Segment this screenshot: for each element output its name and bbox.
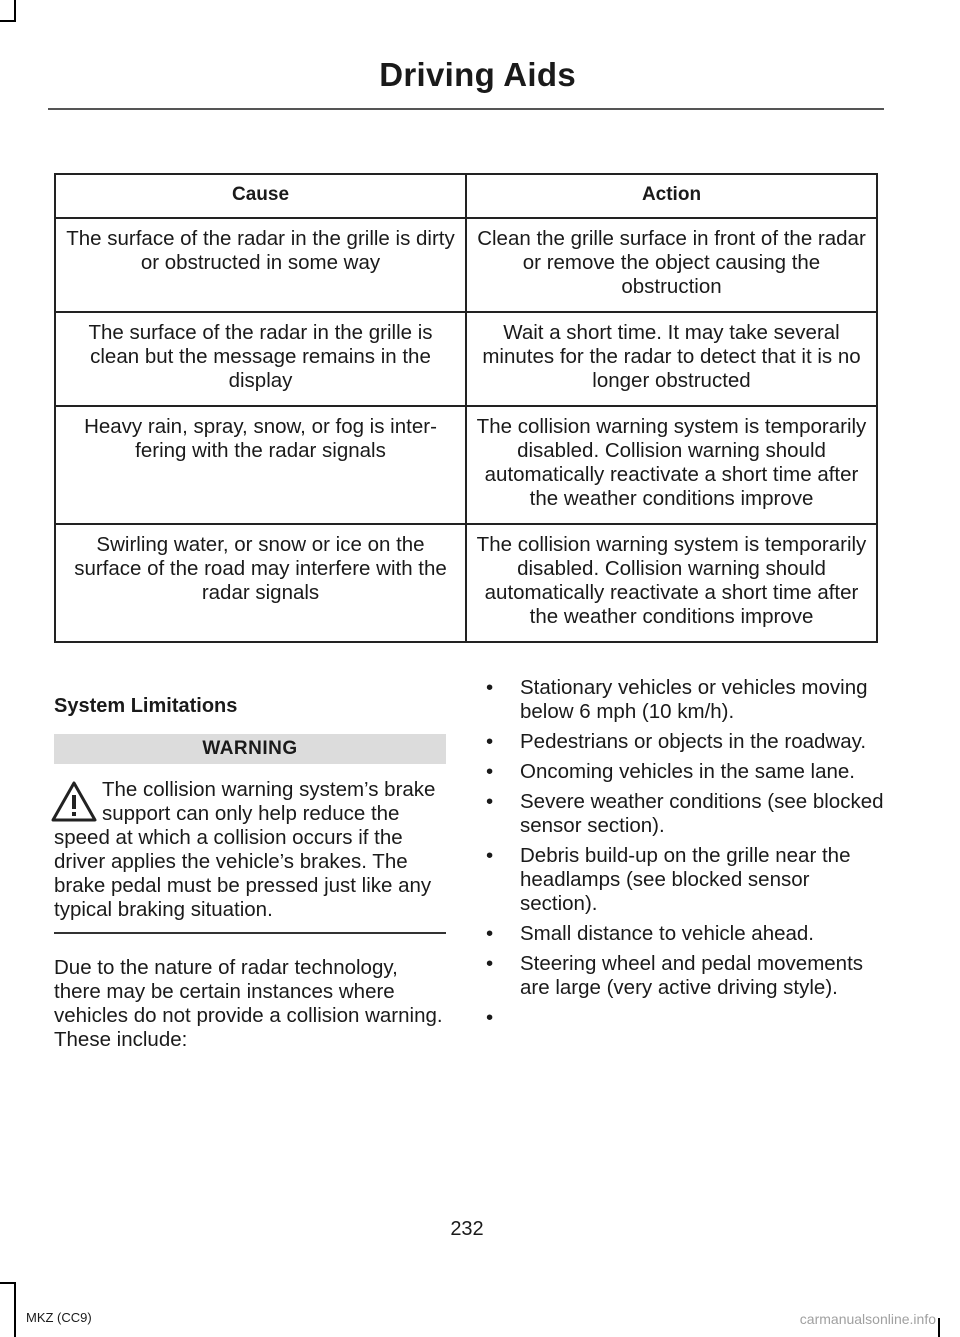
body-paragraph: Due to the nature of radar technology, there may be certain instances where vehicles do not provide a collision warning. These include:	[54, 956, 443, 1051]
list-item	[478, 922, 888, 946]
list-item	[478, 676, 888, 724]
list-item	[478, 790, 888, 838]
list-item	[478, 730, 888, 754]
watermark: carmanualsonline.info	[799, 1311, 936, 1327]
action-cell: The collision warning system is temporarily disabled. Collision warning should automatically reactivate a short time after the weather conditions improve	[466, 524, 877, 642]
column-header-action: Action	[466, 174, 877, 218]
list-item-text: Steering wheel and pedal movements are large (very active driving style).	[520, 952, 864, 999]
list-item	[478, 760, 888, 784]
crop-mark	[0, 1282, 16, 1284]
list-item-text: Oncoming vehicles in the same lane.	[520, 760, 856, 783]
right-column	[478, 676, 888, 1029]
page-title: Driving Aids	[379, 56, 576, 93]
page-number: 232	[450, 1218, 484, 1240]
cause-action-table	[54, 173, 878, 643]
list-item-text: Small distance to vehicle ahead.	[520, 922, 815, 945]
table-header-row	[55, 174, 877, 218]
list-item-text: Stationary vehicles or vehicles moving below 6 mph (10 km/h).	[520, 676, 868, 723]
list-item	[478, 844, 888, 916]
cause-cell: The surface of the radar in the grille is dirty or obstructed in some way	[55, 218, 466, 312]
table-row	[55, 524, 877, 642]
warning-divider	[54, 932, 446, 934]
action-cell: Clean the grille surface in front of the radar or remove the object causing the obstruction	[466, 218, 877, 312]
cause-cell: The surface of the radar in the grille is clean but the message remains in the display	[55, 312, 466, 406]
list-item	[478, 952, 888, 1000]
header-divider	[48, 108, 884, 110]
crop-mark	[938, 1318, 940, 1337]
list-item-text: Debris build-up on the grille near the headlamps (see blocked sensor section).	[520, 844, 851, 915]
bullet-icon: •	[486, 790, 494, 813]
cause-cell: Swirling water, or snow or ice on the surface of the road may interfere with the radar signals	[55, 524, 466, 642]
bullet-icon: •	[486, 922, 494, 945]
crop-mark	[0, 20, 16, 22]
list-item-text: Pedestrians or objects in the roadway.	[520, 730, 867, 753]
bullet-icon: •	[486, 760, 494, 783]
bullet-icon: •	[486, 844, 494, 867]
table-row	[55, 218, 877, 312]
crop-mark	[14, 0, 16, 22]
warning-banner: WARNING	[54, 734, 446, 764]
crop-mark	[14, 1282, 16, 1337]
bullet-icon: •	[486, 676, 494, 699]
warning-triangle-icon	[50, 780, 98, 824]
bullet-icon: •	[486, 952, 494, 975]
model-code: MKZ (CC9)	[26, 1310, 92, 1325]
cause-cell: Heavy rain, spray, snow, or fog is inter-fering with the radar signals	[55, 406, 466, 524]
list-item-text: Severe weather conditions (see blocked sensor section).	[520, 790, 884, 837]
limitations-list	[478, 676, 888, 1029]
warning-box	[54, 764, 446, 922]
column-header-cause: Cause	[55, 174, 466, 218]
table-row	[55, 312, 877, 406]
section-heading: System Limitations	[54, 695, 238, 717]
left-column	[54, 694, 446, 1052]
bullet-icon: •	[486, 1006, 494, 1029]
bullet-icon: •	[486, 730, 494, 753]
action-cell: Wait a short time. It may take several minutes for the radar to detect that it is no longer obstructed	[466, 312, 877, 406]
table-row	[55, 406, 877, 524]
action-cell: The collision warning system is temporarily disabled. Collision warning should automatically reactivate a short time after the weather conditions improve	[466, 406, 877, 524]
warning-text: The collision warning system’s brake support can only help reduce the speed at which a collision occurs if the driver applies the vehicle’s brakes. The brake pedal must be pressed just like any typical braking situation.	[54, 778, 436, 921]
